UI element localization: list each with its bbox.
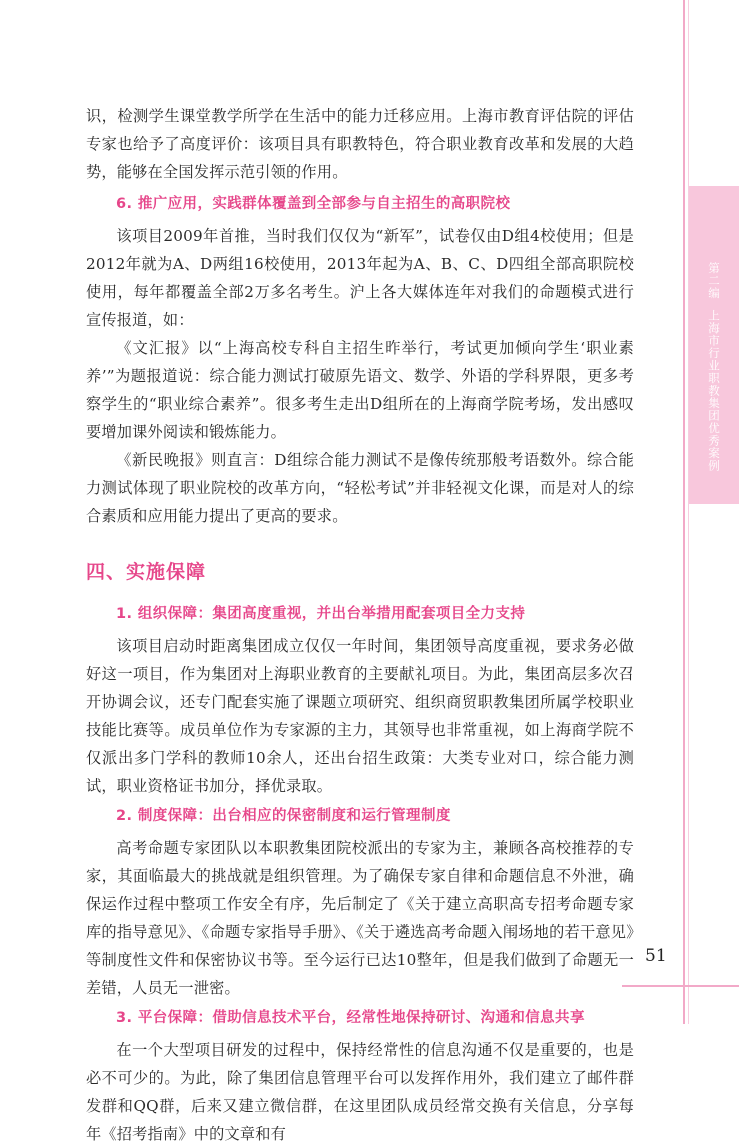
paragraph-4: 《新民晚报》则直言：D组综合能力测试不是像传统那般考语数外。综合能力测试体现了职业院校的改革方向，“轻松考试”并非轻视文化课，而是对人的综合素质和应用能力提出了更高的要求。 [86, 451, 634, 525]
subheading-3: 3. 平台保障：借助信息技术平台，经常性地保持研讨、沟通和信息共享 [116, 1010, 585, 1026]
side-label [705, 262, 723, 472]
subheading-2: 2. 制度保障：出台相应的保密制度和运行管理制度 [116, 808, 451, 824]
side-label-title: 上海市行业职教集团优秀案例 [707, 309, 721, 472]
margin-rule-thin [688, 0, 689, 1024]
footer-rule [622, 985, 739, 987]
body-text [86, 102, 634, 1148]
paragraph-7: 在一个大型项目研发的过程中，保持经常性的信息沟通不仅是重要的，也是必不可少的。为此，除了集团信息管理平台可以发挥作用外，我们建立了邮件群发群和QQ群，后来又建立微信群，在这里团队成员经常交换有关信息，分享每年《招考指南》中的文章和有 [86, 1041, 634, 1143]
page-number: 51 [645, 946, 667, 966]
paragraph-6: 高考命题专家团队以本职教集团院校派出的专家为主，兼顾各高校推荐的专家，其面临最大的挑战就是组织管理。为了确保专家自律和命题信息不外泄，确保运作过程中整项工作安全有序，先后制定了《关于建立高职高专招考命题专家库的指导意见》、《命题专家指导手册》、《关于遴选高考命题入闱场地的若干意见》等制度性文件和保密协议书等。至今运行已达10整年，但是我们做到了命题无一差错，人员无一泄密。 [86, 839, 634, 997]
paragraph-2: 该项目2009年首推，当时我们仅仅为“新军”，试卷仅由D组4校使用；但是2012年就为A、D两组16校使用，2013年起为A、B、C、D四组全部高职院校使用，每年都覆盖全部2万多名考生。沪上各大媒体连年对我们的命题模式进行宣传报道，如： [86, 227, 634, 329]
paragraph-1: 识，检测学生课堂教学所学在生活中的能力迁移应用。上海市教育评估院的评估专家也给予了高度评价：该项目具有职教特色，符合职业教育改革和发展的大趋势，能够在全国发挥示范引领的作用。 [86, 107, 634, 181]
paragraph-3: 《文汇报》以“上海高校专科自主招生昨举行，考试更加倾向学生‘职业素养’”为题报道说：综合能力测试打破原先语文、数学、外语的学科界限，更多考察学生的“职业综合素养”。很多考生走出D组所在的上海商学院考场，发出感叹要增加课外阅读和锻炼能力。 [86, 339, 634, 441]
subheading-6: 6. 推广应用，实践群体覆盖到全部参与自主招生的高职院校 [116, 196, 511, 212]
paragraph-5: 该项目启动时距离集团成立仅仅一年时间，集团领导高度重视，要求务必做好这一项目，作为集团对上海职业教育的主要献礼项目。为此，集团高层多次召开协调会议，还专门配套实施了课题立项研究、组织商贸职教集团所属学校职业技能比赛等。成员单位作为专家源的主力，其领导也非常重视，如上海商学院不仅派出多门学科的教师10余人，还出台招生政策：大类专业对口，综合能力测试，职业资格证书加分，择优录取。 [86, 637, 634, 795]
side-label-part: 第二编 [707, 262, 721, 300]
section-heading-4: 四、实施保障 [86, 561, 207, 583]
margin-rule [683, 0, 685, 1024]
subheading-1: 1. 组织保障：集团高度重视，并出台举措用配套项目全力支持 [116, 606, 526, 622]
